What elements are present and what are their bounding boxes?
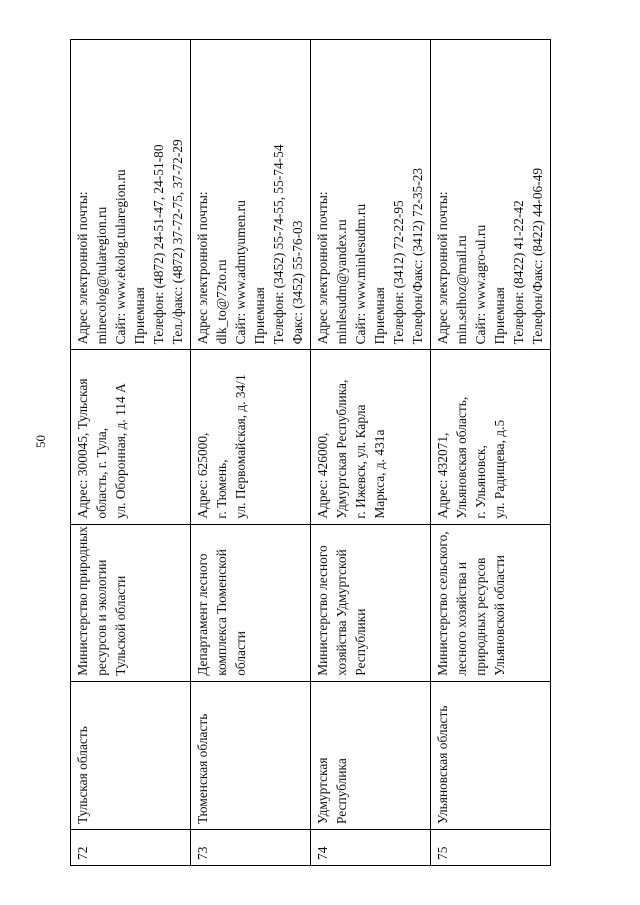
contacts-line: Сайт: www.admtyumen.ru (233, 200, 248, 345)
organization-line: Министерство лесного (315, 545, 330, 676)
region-line: Ульяновская область (435, 705, 450, 824)
address-line: Адрес: 625000, (195, 432, 210, 519)
organizations-table (70, 39, 551, 866)
contacts-line: Приемная (372, 287, 387, 345)
contacts-line: Сайт: www.agro-ul.ru (473, 224, 488, 345)
contacts-line: Телефон/Факс: (8422) 44-06-49 (530, 167, 545, 345)
contacts-cell (431, 40, 551, 350)
page-number: 50 (33, 435, 48, 448)
row-number-cell (71, 829, 191, 865)
contacts-line: Адрес электронной почты: (315, 191, 330, 345)
contacts-cell (191, 40, 311, 350)
contacts-line: Приемная (132, 287, 147, 345)
address-cell (311, 350, 431, 524)
contacts-line: Приемная (252, 287, 267, 345)
address-line: Адрес: 300045, Тульская (75, 378, 90, 519)
organization-line: Министерство сельского, (435, 531, 450, 676)
contacts-line: dlk_to@72to.ru (214, 259, 229, 345)
address-line: г. Ижевск, ул. Карла (353, 404, 368, 519)
rotated-table-wrapper (70, 39, 551, 866)
row-number: 72 (75, 846, 90, 860)
row-number: 75 (435, 846, 450, 860)
contacts-line: Телефон: (3412) 72-22-95 (391, 200, 406, 345)
row-number-cell (191, 829, 311, 865)
organization-line: Тульской области (113, 575, 128, 676)
organization-line: Министерство природных (75, 526, 90, 676)
organization-line: Департамент лесного (195, 553, 210, 676)
address-line: г. Тюмень, (214, 459, 229, 519)
row-number-cell (431, 829, 551, 865)
contacts-line: Сайт: www.minlesudm.ru (353, 203, 368, 345)
address-line: Адрес: 426000, (315, 432, 330, 519)
region-cell (191, 681, 311, 829)
contacts-line: Адрес электронной почты: (75, 191, 90, 345)
organization-cell (311, 524, 431, 681)
contacts-line: Телефон: (8422) 41-22-42 (511, 200, 526, 345)
row-number-cell (311, 829, 431, 865)
address-line: Маркса, д. 431а (372, 429, 387, 519)
organization-line: комплекса Тюменской (214, 549, 229, 676)
address-line: область, г. Тула, (94, 427, 109, 519)
row-number: 73 (195, 846, 210, 860)
contacts-line: min.selhoz@mail.ru (454, 235, 469, 345)
address-line: ул. Радищева, д.5 (492, 419, 507, 519)
region-line: Тульская область (75, 726, 90, 824)
table-row (191, 40, 311, 866)
contacts-cell (311, 40, 431, 350)
region-cell (71, 681, 191, 829)
address-line: г. Ульяновск, (473, 445, 488, 519)
region-cell (431, 681, 551, 829)
contacts-line: minlesudm@yandex.ru (334, 219, 349, 345)
region-cell (311, 681, 431, 829)
organization-line: Республики (353, 608, 368, 676)
address-cell (431, 350, 551, 524)
table-row (71, 40, 191, 866)
address-cell (191, 350, 311, 524)
table-row (311, 40, 431, 866)
address-line: ул. Оборонная, д. 114 А (113, 383, 128, 519)
address-line: Удмуртская Республика, (334, 379, 349, 519)
organization-cell (191, 524, 311, 681)
contacts-line: Тел./факс: (4872) 37-72-75, 37-72-29 (170, 139, 185, 345)
contacts-line: minecolog@tularegion.ru (94, 206, 109, 345)
organization-line: области (233, 631, 248, 676)
organization-line: хозяйства Удмуртской (334, 549, 349, 676)
organization-line: природных ресурсов (473, 557, 488, 676)
contacts-line: Адрес электронной почты: (195, 191, 210, 345)
region-line: Удмуртская (315, 757, 330, 824)
contacts-line: Телефон: (3452) 55-74-55, 55-74-54 (271, 144, 286, 345)
contacts-line: Факс: (3452) 55-76-03 (290, 220, 305, 345)
contacts-line: Приемная (492, 287, 507, 345)
region-line: Республика (334, 758, 349, 824)
row-number: 74 (315, 846, 330, 860)
contacts-cell (71, 40, 191, 350)
organization-line: лесного хозяйства и (454, 561, 469, 676)
contacts-line: Телефон: (4872) 24-51-47, 24-51-80 (151, 144, 166, 345)
organization-line: ресурсов и экологии (94, 559, 109, 676)
address-cell (71, 350, 191, 524)
address-line: Ульяновская область, (454, 396, 469, 519)
contacts-line: Телефон/Факс: (3412) 72-35-23 (410, 167, 425, 345)
address-line: Адрес: 432071, (435, 432, 450, 519)
organization-cell (431, 524, 551, 681)
region-line: Тюменская область (195, 713, 210, 824)
contacts-line: Сайт: www.ekolog.tularegion.ru (113, 169, 128, 345)
address-line: ул. Первомайская, д. 34/1 (233, 374, 248, 519)
organization-line: Ульяновской области (492, 555, 507, 676)
organization-cell (71, 524, 191, 681)
contacts-line: Адрес электронной почты: (435, 191, 450, 345)
table-row (431, 40, 551, 866)
table-body (71, 40, 551, 866)
